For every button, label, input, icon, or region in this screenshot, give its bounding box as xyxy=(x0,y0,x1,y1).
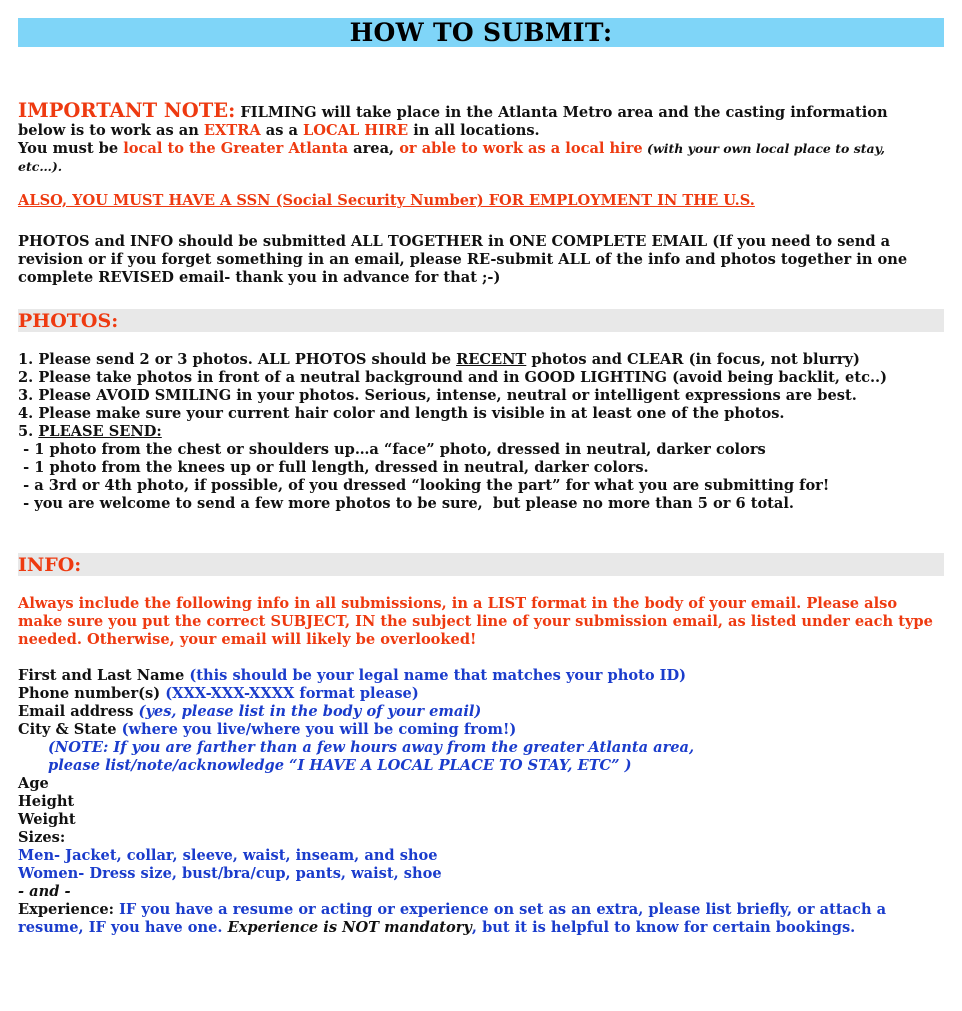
field-note: resume, IF you have one. xyxy=(18,919,228,936)
note-text: area, xyxy=(348,140,400,157)
note-aside: etc…). xyxy=(18,159,63,174)
info-item-name xyxy=(18,667,948,685)
page-title: HOW TO SUBMIT: xyxy=(18,18,944,47)
field-label: Email address xyxy=(18,703,139,720)
important-note-label: IMPORTANT NOTE: xyxy=(18,99,236,122)
important-note xyxy=(18,99,948,176)
intro-line: Always include the following info in all submissions, in a LIST format in the body of your email. Please also xyxy=(18,595,898,612)
list-item: 4. Please make sure your current hair color and length is visible in at least one of the photos. xyxy=(18,405,785,422)
info-item-experience-cont xyxy=(18,919,948,937)
field-note: , but it is helpful to know for certain bookings. xyxy=(471,919,856,936)
sizes-men: Men- Jacket, collar, sleeve, waist, inseam, and shoe xyxy=(18,847,438,864)
recent-emphasis: RECENT xyxy=(456,351,527,368)
photos-heading: PHOTOS: xyxy=(18,309,944,332)
please-send-label: PLEASE SEND: xyxy=(38,423,162,440)
local-highlight: local to the Greater Atlanta xyxy=(123,140,349,157)
field-note: (yes, please list in the body of your email) xyxy=(138,703,482,720)
local-hire-note: or able to work as a local hire xyxy=(399,140,643,157)
local-hire-highlight: LOCAL HIRE xyxy=(303,122,409,139)
field-label: First and Last Name xyxy=(18,667,190,684)
info-item-city xyxy=(18,721,948,739)
info-list xyxy=(18,667,948,937)
field-note: (XXX-XXX-XXXX format please) xyxy=(165,685,419,702)
field-note: IF you have a resume or acting or experience on set as an extra, please list briefly, or attach a xyxy=(119,901,887,918)
list-text: 5. xyxy=(18,423,39,440)
info-item-experience xyxy=(18,901,948,919)
info-item-email xyxy=(18,703,948,721)
list-text: photos and CLEAR (in focus, not blurry) xyxy=(526,351,860,368)
extra-highlight: EXTRA xyxy=(203,122,261,139)
note-line: PHOTOS and INFO should be submitted ALL TOGETHER in ONE COMPLETE EMAIL (If you need to send a xyxy=(18,233,891,250)
field-label: City & State xyxy=(18,721,122,738)
submit-together-note xyxy=(18,233,948,287)
list-item: 2. Please take photos in front of a neutral background and in GOOD LIGHTING (avoid being backlit, etc..) xyxy=(18,369,888,386)
intro-line: make sure you put the correct SUBJECT, IN the subject line of your submission email, as listed under each type xyxy=(18,613,933,630)
field-label: Phone number(s) xyxy=(18,685,166,702)
city-note: (NOTE: If you are farther than a few hours away from the greater Atlanta area, xyxy=(48,739,695,756)
and-separator: - and - xyxy=(18,883,71,900)
ssn-notice: ALSO, YOU MUST HAVE A SSN (Social Security Number) FOR EMPLOYMENT IN THE U.S. xyxy=(18,192,755,209)
info-intro xyxy=(18,595,948,649)
send-item: - 1 photo from the chest or shoulders up…a “face” photo, dressed in neutral, darker colors xyxy=(18,441,766,458)
info-item-height: Height xyxy=(18,793,75,810)
intro-line: needed. Otherwise, your email will likely be overlooked! xyxy=(18,631,477,648)
info-item-phone xyxy=(18,685,948,703)
note-text: FILMING will take place in the Atlanta Metro area and the casting information xyxy=(235,104,888,121)
note-text: below is to work as an xyxy=(18,122,204,139)
field-label: Experience: xyxy=(18,901,120,918)
field-note: (this should be your legal name that matches your photo ID) xyxy=(189,667,687,684)
photos-list xyxy=(18,351,948,513)
info-heading: INFO: xyxy=(18,553,944,576)
note-aside: (with your own local place to stay, xyxy=(642,141,886,156)
info-item-age: Age xyxy=(18,775,49,792)
experience-not-mandatory: Experience is NOT mandatory xyxy=(227,919,472,936)
send-item: - 1 photo from the knees up or full length, dressed in neutral, darker colors. xyxy=(18,459,649,476)
send-item: - you are welcome to send a few more photos to be sure, but please no more than 5 or 6 total. xyxy=(18,495,794,512)
note-line: revision or if you forget something in an email, please RE-submit ALL of the info and photos together in one xyxy=(18,251,908,268)
info-item-sizes: Sizes: xyxy=(18,829,66,846)
sizes-women: Women- Dress size, bust/bra/cup, pants, waist, shoe xyxy=(18,865,442,882)
note-text: in all locations. xyxy=(408,122,540,139)
list-item xyxy=(18,423,948,441)
list-text: 1. Please send 2 or 3 photos. ALL PHOTOS should be xyxy=(18,351,457,368)
list-item: 3. Please AVOID SMILING in your photos. Serious, intense, neutral or intelligent expressions are best. xyxy=(18,387,857,404)
send-item: - a 3rd or 4th photo, if possible, of you dressed “looking the part” for what you are submitting for! xyxy=(18,477,830,494)
note-line: complete REVISED email- thank you in advance for that ;-) xyxy=(18,269,501,286)
city-note: please list/note/acknowledge “I HAVE A LOCAL PLACE TO STAY, ETC” ) xyxy=(48,757,632,774)
info-item-weight: Weight xyxy=(18,811,76,828)
note-text: You must be xyxy=(18,140,124,157)
list-item xyxy=(18,351,948,369)
note-text: as a xyxy=(260,122,304,139)
field-note: (where you live/where you will be coming from!) xyxy=(121,721,517,738)
